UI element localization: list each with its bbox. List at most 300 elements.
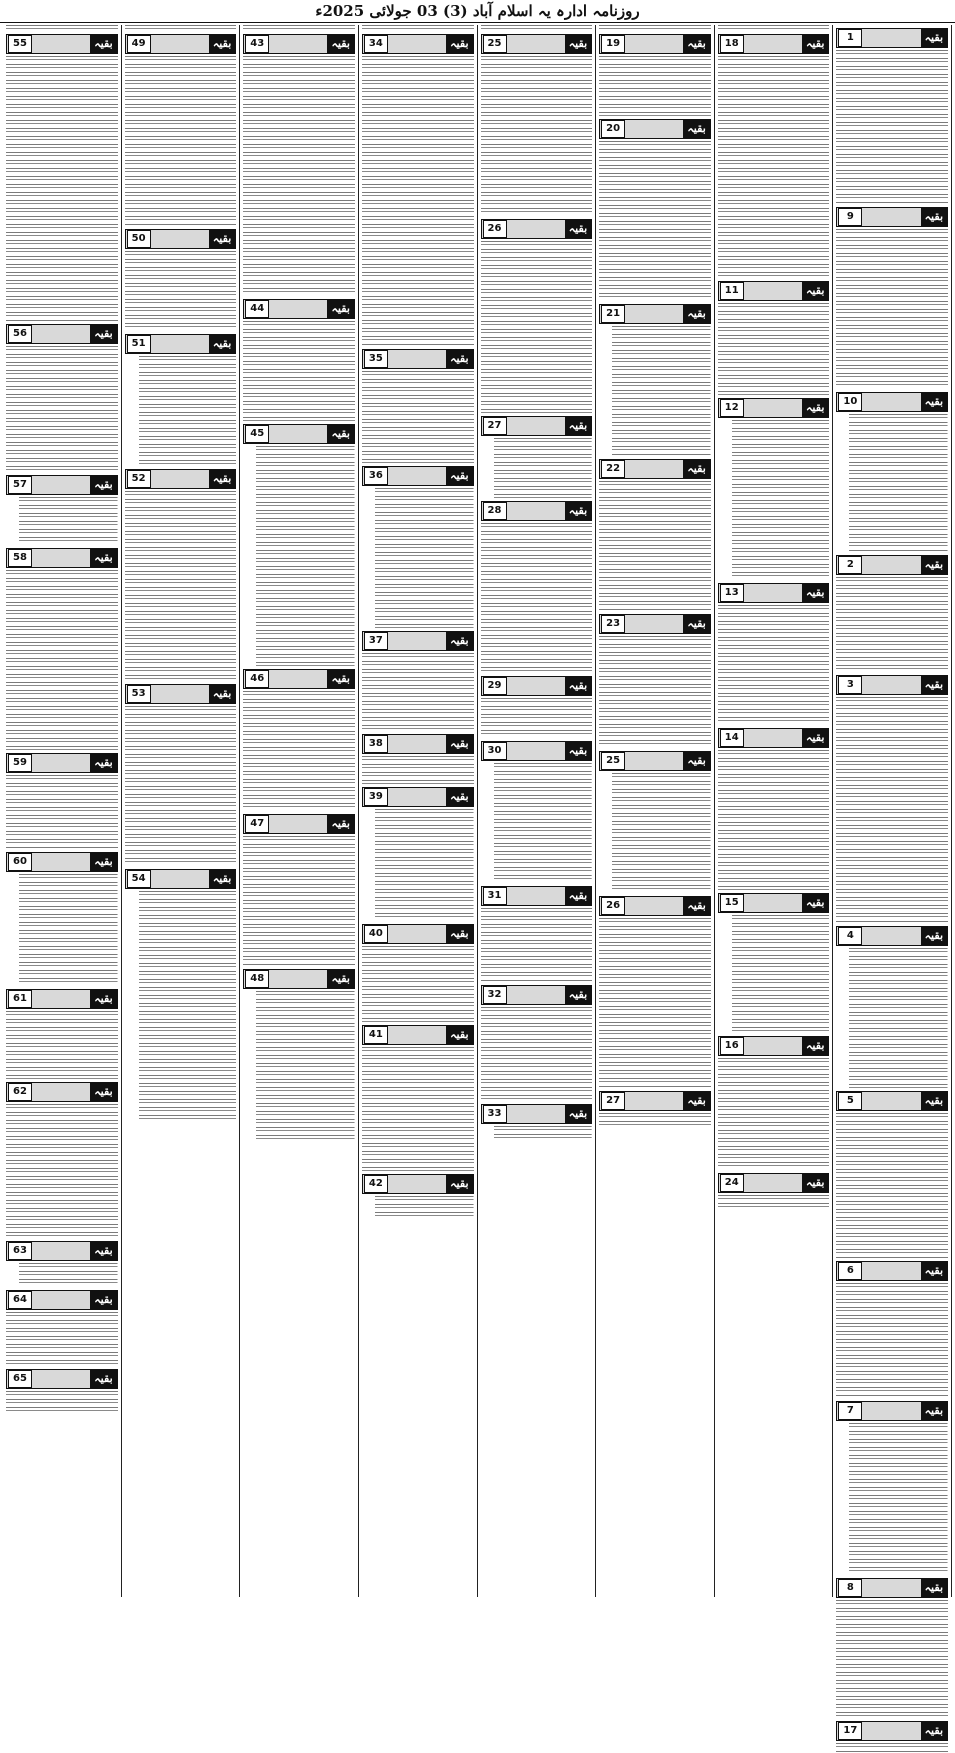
continuation-number: 30 xyxy=(483,742,507,760)
continuation-block xyxy=(481,1104,593,1138)
continuation-block xyxy=(362,466,474,628)
continuation-number: 28 xyxy=(483,502,507,520)
article-text xyxy=(481,698,593,738)
continuation-header xyxy=(599,304,711,324)
news-column xyxy=(239,25,358,1597)
article-text xyxy=(6,346,118,472)
article-text xyxy=(125,251,237,331)
article-text xyxy=(718,1058,830,1170)
baqia-label: بقیہ xyxy=(446,788,472,806)
continuation-block xyxy=(599,1091,711,1127)
article-text xyxy=(718,915,830,1033)
article-text xyxy=(599,326,711,456)
continuation-number: 44 xyxy=(245,300,269,318)
continuation-number: 10 xyxy=(838,393,862,411)
continuation-number: 60 xyxy=(8,853,32,871)
continuation-header xyxy=(6,475,118,495)
article-text xyxy=(599,1113,711,1127)
continuation-block xyxy=(599,304,711,456)
article-text xyxy=(243,691,355,811)
continuation-block xyxy=(6,753,118,849)
continuation-block xyxy=(362,631,474,731)
continuation-header xyxy=(836,1401,948,1421)
continuation-number: 62 xyxy=(8,1083,32,1101)
article-text xyxy=(599,481,711,611)
baqia-label: بقیہ xyxy=(209,870,235,888)
continuation-block xyxy=(243,299,355,421)
article-text xyxy=(362,809,474,921)
continuation-header xyxy=(836,675,948,695)
continuation-number: 25 xyxy=(601,752,625,770)
baqia-label: بقیہ xyxy=(565,677,591,695)
continuation-number: 59 xyxy=(8,754,32,772)
continuation-header xyxy=(362,787,474,807)
continuation-block xyxy=(599,751,711,893)
continuation-number: 65 xyxy=(8,1370,32,1388)
continuation-block xyxy=(125,229,237,331)
news-column xyxy=(3,25,121,1597)
news-column xyxy=(121,25,240,1597)
continuation-block xyxy=(6,548,118,750)
article-text xyxy=(836,697,948,923)
continuation-block xyxy=(481,219,593,413)
continuation-number: 42 xyxy=(364,1175,388,1193)
continuation-number: 50 xyxy=(127,230,151,248)
continuation-header xyxy=(481,219,593,239)
article-text xyxy=(718,1195,830,1209)
continuation-number: 52 xyxy=(127,470,151,488)
continuation-block xyxy=(6,1082,118,1238)
continuation-header xyxy=(836,926,948,946)
article-text xyxy=(599,56,711,116)
continuation-block xyxy=(836,1401,948,1575)
baqia-label: بقیہ xyxy=(921,1402,947,1420)
news-column xyxy=(477,25,596,1597)
continuation-number: 56 xyxy=(8,325,32,343)
continuation-header xyxy=(599,459,711,479)
continuation-header xyxy=(718,583,830,603)
continuation-number: 29 xyxy=(483,677,507,695)
continuation-number: 36 xyxy=(364,467,388,485)
baqia-label: بقیہ xyxy=(565,220,591,238)
continuation-header xyxy=(718,34,830,54)
continuation-block xyxy=(362,1174,474,1216)
continuation-header xyxy=(718,728,830,748)
continuation-block xyxy=(836,555,948,672)
continuation-number: 32 xyxy=(483,986,507,1004)
baqia-label: بقیہ xyxy=(565,502,591,520)
baqia-label: بقیہ xyxy=(327,815,353,833)
baqia-label: بقیہ xyxy=(921,927,947,945)
article-text xyxy=(481,523,593,673)
continuation-block xyxy=(718,1036,830,1170)
continuation-number: 40 xyxy=(364,925,388,943)
continuation-header xyxy=(6,34,118,54)
continuation-header xyxy=(836,1578,948,1598)
continuation-number: 14 xyxy=(720,729,744,747)
baqia-label: بقیہ xyxy=(683,460,709,478)
continuation-number: 46 xyxy=(245,670,269,688)
continuation-number: 43 xyxy=(245,35,269,53)
continuation-number: 7 xyxy=(838,1402,862,1420)
continuation-number: 35 xyxy=(364,350,388,368)
continued-text xyxy=(243,25,355,31)
continuation-number: 21 xyxy=(601,305,625,323)
article-text xyxy=(6,1104,118,1238)
baqia-label: بقیہ xyxy=(921,676,947,694)
news-column xyxy=(832,25,952,1737)
continuation-block xyxy=(125,684,237,866)
continuation-block xyxy=(599,34,711,116)
article-text xyxy=(718,750,830,890)
continuation-number: 33 xyxy=(483,1105,507,1123)
baqia-label: بقیہ xyxy=(802,729,828,747)
article-text xyxy=(481,241,593,413)
continuation-block xyxy=(718,34,830,278)
baqia-label: بقیہ xyxy=(90,754,116,772)
baqia-label: بقیہ xyxy=(90,476,116,494)
article-text xyxy=(718,303,830,395)
continuation-block xyxy=(836,1721,948,1753)
article-text xyxy=(362,946,474,1022)
continuation-header xyxy=(836,555,948,575)
continuation-block xyxy=(243,814,355,966)
continuation-header xyxy=(836,28,948,48)
baqia-label: بقیہ xyxy=(565,742,591,760)
continuation-header xyxy=(362,1025,474,1045)
baqia-label: بقیہ xyxy=(327,970,353,988)
continuation-block xyxy=(718,281,830,395)
continuation-header xyxy=(362,734,474,754)
article-text xyxy=(125,356,237,466)
continuation-block xyxy=(362,924,474,1022)
continuation-header xyxy=(836,1261,948,1281)
continuation-block xyxy=(125,469,237,681)
continuation-number: 26 xyxy=(483,220,507,238)
continuation-block xyxy=(6,1290,118,1366)
article-text xyxy=(599,773,711,893)
continuation-header xyxy=(243,34,355,54)
continuation-block xyxy=(362,787,474,921)
continuation-number: 55 xyxy=(8,35,32,53)
continuation-header xyxy=(718,893,830,913)
article-text xyxy=(362,488,474,628)
continuation-header xyxy=(125,469,237,489)
article-text xyxy=(6,1011,118,1079)
continuation-block xyxy=(836,28,948,204)
article-text xyxy=(243,321,355,421)
continuation-block xyxy=(718,893,830,1033)
baqia-label: بقیہ xyxy=(90,990,116,1008)
news-column xyxy=(714,25,833,1597)
continuation-header xyxy=(6,852,118,872)
masthead-dateline: روزنامہ ادارہ یہ اسلام آباد (3) 03 جولائی 2025ء xyxy=(0,0,955,23)
continuation-number: 64 xyxy=(8,1291,32,1309)
continuation-block xyxy=(481,416,593,498)
baqia-label: بقیہ xyxy=(90,853,116,871)
continuation-block xyxy=(599,614,711,748)
baqia-label: بقیہ xyxy=(209,335,235,353)
continuation-block xyxy=(481,676,593,738)
continuation-block xyxy=(362,349,474,463)
continuation-header xyxy=(6,1082,118,1102)
continuation-header xyxy=(599,751,711,771)
continuation-number: 2 xyxy=(838,556,862,574)
continuation-header xyxy=(718,1173,830,1193)
article-text xyxy=(836,229,948,389)
continuation-number: 41 xyxy=(364,1026,388,1044)
baqia-label: بقیہ xyxy=(565,1105,591,1123)
baqia-label: بقیہ xyxy=(802,1037,828,1055)
article-text xyxy=(125,706,237,866)
baqia-label: بقیہ xyxy=(446,735,472,753)
continuation-block xyxy=(243,34,355,296)
continuation-block xyxy=(6,324,118,472)
continuation-block xyxy=(836,675,948,923)
article-text xyxy=(6,570,118,750)
baqia-label: بقیہ xyxy=(90,1083,116,1101)
baqia-label: بقیہ xyxy=(683,897,709,915)
continuation-block xyxy=(599,459,711,611)
continuation-number: 13 xyxy=(720,584,744,602)
article-text xyxy=(6,874,118,986)
article-text xyxy=(718,420,830,580)
baqia-label: بقیہ xyxy=(683,615,709,633)
article-text xyxy=(6,497,118,545)
continuation-header xyxy=(718,398,830,418)
continuation-number: 31 xyxy=(483,887,507,905)
continuation-header xyxy=(125,334,237,354)
continuation-number: 53 xyxy=(127,685,151,703)
article-text xyxy=(718,605,830,725)
continued-text xyxy=(599,25,711,31)
continuation-block xyxy=(836,1091,948,1258)
continuation-number: 8 xyxy=(838,1579,862,1597)
continuation-number: 34 xyxy=(364,35,388,53)
continuation-block xyxy=(836,1578,948,1718)
continuation-number: 16 xyxy=(720,1037,744,1055)
continuation-number: 47 xyxy=(245,815,269,833)
baqia-label: بقیہ xyxy=(683,1092,709,1110)
news-column xyxy=(595,25,714,1597)
continuation-block xyxy=(243,424,355,666)
continuation-header xyxy=(6,324,118,344)
continuation-block xyxy=(599,119,711,301)
baqia-label: بقیہ xyxy=(209,685,235,703)
continuation-header xyxy=(599,119,711,139)
baqia-label: بقیہ xyxy=(565,986,591,1004)
baqia-label: بقیہ xyxy=(209,35,235,53)
article-text xyxy=(836,50,948,204)
article-text xyxy=(836,414,948,552)
article-text xyxy=(125,56,237,226)
continuation-block xyxy=(125,34,237,226)
continuation-header xyxy=(718,281,830,301)
baqia-label: بقیہ xyxy=(90,1370,116,1388)
continuation-number: 51 xyxy=(127,335,151,353)
continuation-number: 54 xyxy=(127,870,151,888)
baqia-label: بقیہ xyxy=(921,29,947,47)
baqia-label: بقیہ xyxy=(802,282,828,300)
continuation-header xyxy=(243,299,355,319)
continuation-block xyxy=(6,852,118,986)
continuation-block xyxy=(6,475,118,545)
article-text xyxy=(362,56,474,346)
article-text xyxy=(836,1743,948,1753)
baqia-label: بقیہ xyxy=(90,35,116,53)
continuation-number: 48 xyxy=(245,970,269,988)
article-text xyxy=(481,438,593,498)
continuation-header xyxy=(481,416,593,436)
article-text xyxy=(6,1391,118,1411)
continuation-number: 19 xyxy=(601,35,625,53)
continuation-header xyxy=(599,1091,711,1111)
newspaper-page xyxy=(3,25,952,1737)
continuation-number: 1 xyxy=(838,29,862,47)
continuation-number: 57 xyxy=(8,476,32,494)
continuation-header xyxy=(599,34,711,54)
baqia-label: بقیہ xyxy=(921,1722,947,1740)
article-text xyxy=(599,636,711,748)
article-text xyxy=(6,775,118,849)
baqia-label: بقیہ xyxy=(921,393,947,411)
article-text xyxy=(836,577,948,672)
article-text xyxy=(6,1312,118,1366)
baqia-label: بقیہ xyxy=(683,35,709,53)
continuation-header xyxy=(362,924,474,944)
continuation-header xyxy=(599,896,711,916)
baqia-label: بقیہ xyxy=(921,1579,947,1597)
baqia-label: بقیہ xyxy=(683,120,709,138)
continued-text xyxy=(125,25,237,31)
continuation-header xyxy=(481,34,593,54)
continuation-header xyxy=(481,676,593,696)
continuation-number: 6 xyxy=(838,1262,862,1280)
baqia-label: بقیہ xyxy=(90,1242,116,1260)
continuation-block xyxy=(718,398,830,580)
continuation-header xyxy=(243,669,355,689)
continuation-number: 58 xyxy=(8,549,32,567)
continuation-block xyxy=(718,728,830,890)
continuation-number: 39 xyxy=(364,788,388,806)
continuation-number: 12 xyxy=(720,399,744,417)
continuation-block xyxy=(6,1369,118,1411)
continuation-number: 38 xyxy=(364,735,388,753)
continuation-header xyxy=(836,392,948,412)
continuation-block xyxy=(125,334,237,466)
continuation-number: 37 xyxy=(364,632,388,650)
continuation-header xyxy=(6,1241,118,1261)
baqia-label: بقیہ xyxy=(446,35,472,53)
continuation-number: 3 xyxy=(838,676,862,694)
continuation-header xyxy=(6,753,118,773)
continuation-number: 27 xyxy=(483,417,507,435)
article-text xyxy=(481,763,593,883)
continuation-block xyxy=(125,869,237,1121)
continuation-header xyxy=(362,1174,474,1194)
continuation-number: 18 xyxy=(720,35,744,53)
continuation-block xyxy=(243,969,355,1141)
article-text xyxy=(243,56,355,296)
continuation-header xyxy=(125,869,237,889)
baqia-label: بقیہ xyxy=(446,1175,472,1193)
continuation-number: 23 xyxy=(601,615,625,633)
baqia-label: بقیہ xyxy=(446,350,472,368)
baqia-label: بقیہ xyxy=(683,752,709,770)
baqia-label: بقیہ xyxy=(327,35,353,53)
baqia-label: بقیہ xyxy=(565,887,591,905)
article-text xyxy=(243,446,355,666)
article-text xyxy=(481,1007,593,1101)
baqia-label: بقیہ xyxy=(446,632,472,650)
continuation-header xyxy=(481,886,593,906)
continuation-block xyxy=(481,501,593,673)
continuation-block xyxy=(836,392,948,552)
baqia-label: بقیہ xyxy=(921,208,947,226)
article-text xyxy=(836,948,948,1088)
continuation-header xyxy=(6,548,118,568)
continuation-block xyxy=(6,989,118,1079)
continuation-block xyxy=(481,741,593,883)
continuation-header xyxy=(362,466,474,486)
baqia-label: بقیہ xyxy=(446,1026,472,1044)
continuation-header xyxy=(125,229,237,249)
article-text xyxy=(362,653,474,731)
article-text xyxy=(481,908,593,982)
baqia-label: بقیہ xyxy=(90,549,116,567)
continuation-number: 45 xyxy=(245,425,269,443)
continuation-number: 9 xyxy=(838,208,862,226)
article-text xyxy=(125,491,237,681)
baqia-label: بقیہ xyxy=(802,894,828,912)
continued-text xyxy=(718,25,830,31)
continuation-header xyxy=(836,207,948,227)
continuation-block xyxy=(6,34,118,321)
continuation-number: 27 xyxy=(601,1092,625,1110)
article-text xyxy=(6,56,118,321)
continuation-header xyxy=(243,424,355,444)
continuation-number: 25 xyxy=(483,35,507,53)
continuation-number: 5 xyxy=(838,1092,862,1110)
continuation-number: 22 xyxy=(601,460,625,478)
continuation-number: 15 xyxy=(720,894,744,912)
continuation-header xyxy=(6,1369,118,1389)
baqia-label: بقیہ xyxy=(921,1092,947,1110)
continuation-header xyxy=(243,969,355,989)
baqia-label: بقیہ xyxy=(209,470,235,488)
continuation-header xyxy=(125,684,237,704)
continuation-block xyxy=(362,734,474,784)
article-text xyxy=(836,1283,948,1398)
continuation-header xyxy=(6,989,118,1009)
continuation-number: 49 xyxy=(127,35,151,53)
continuation-number: 20 xyxy=(601,120,625,138)
continuation-block xyxy=(836,207,948,389)
baqia-label: بقیہ xyxy=(446,925,472,943)
article-text xyxy=(718,56,830,278)
continuation-header xyxy=(481,1104,593,1124)
continuation-header xyxy=(836,1721,948,1741)
continuation-block xyxy=(481,985,593,1101)
continued-text xyxy=(6,25,118,31)
article-text xyxy=(836,1600,948,1718)
continued-text xyxy=(362,25,474,31)
continuation-number: 17 xyxy=(838,1722,862,1740)
continuation-number: 11 xyxy=(720,282,744,300)
continuation-header xyxy=(599,614,711,634)
continuation-header xyxy=(362,349,474,369)
continuation-block xyxy=(599,896,711,1088)
